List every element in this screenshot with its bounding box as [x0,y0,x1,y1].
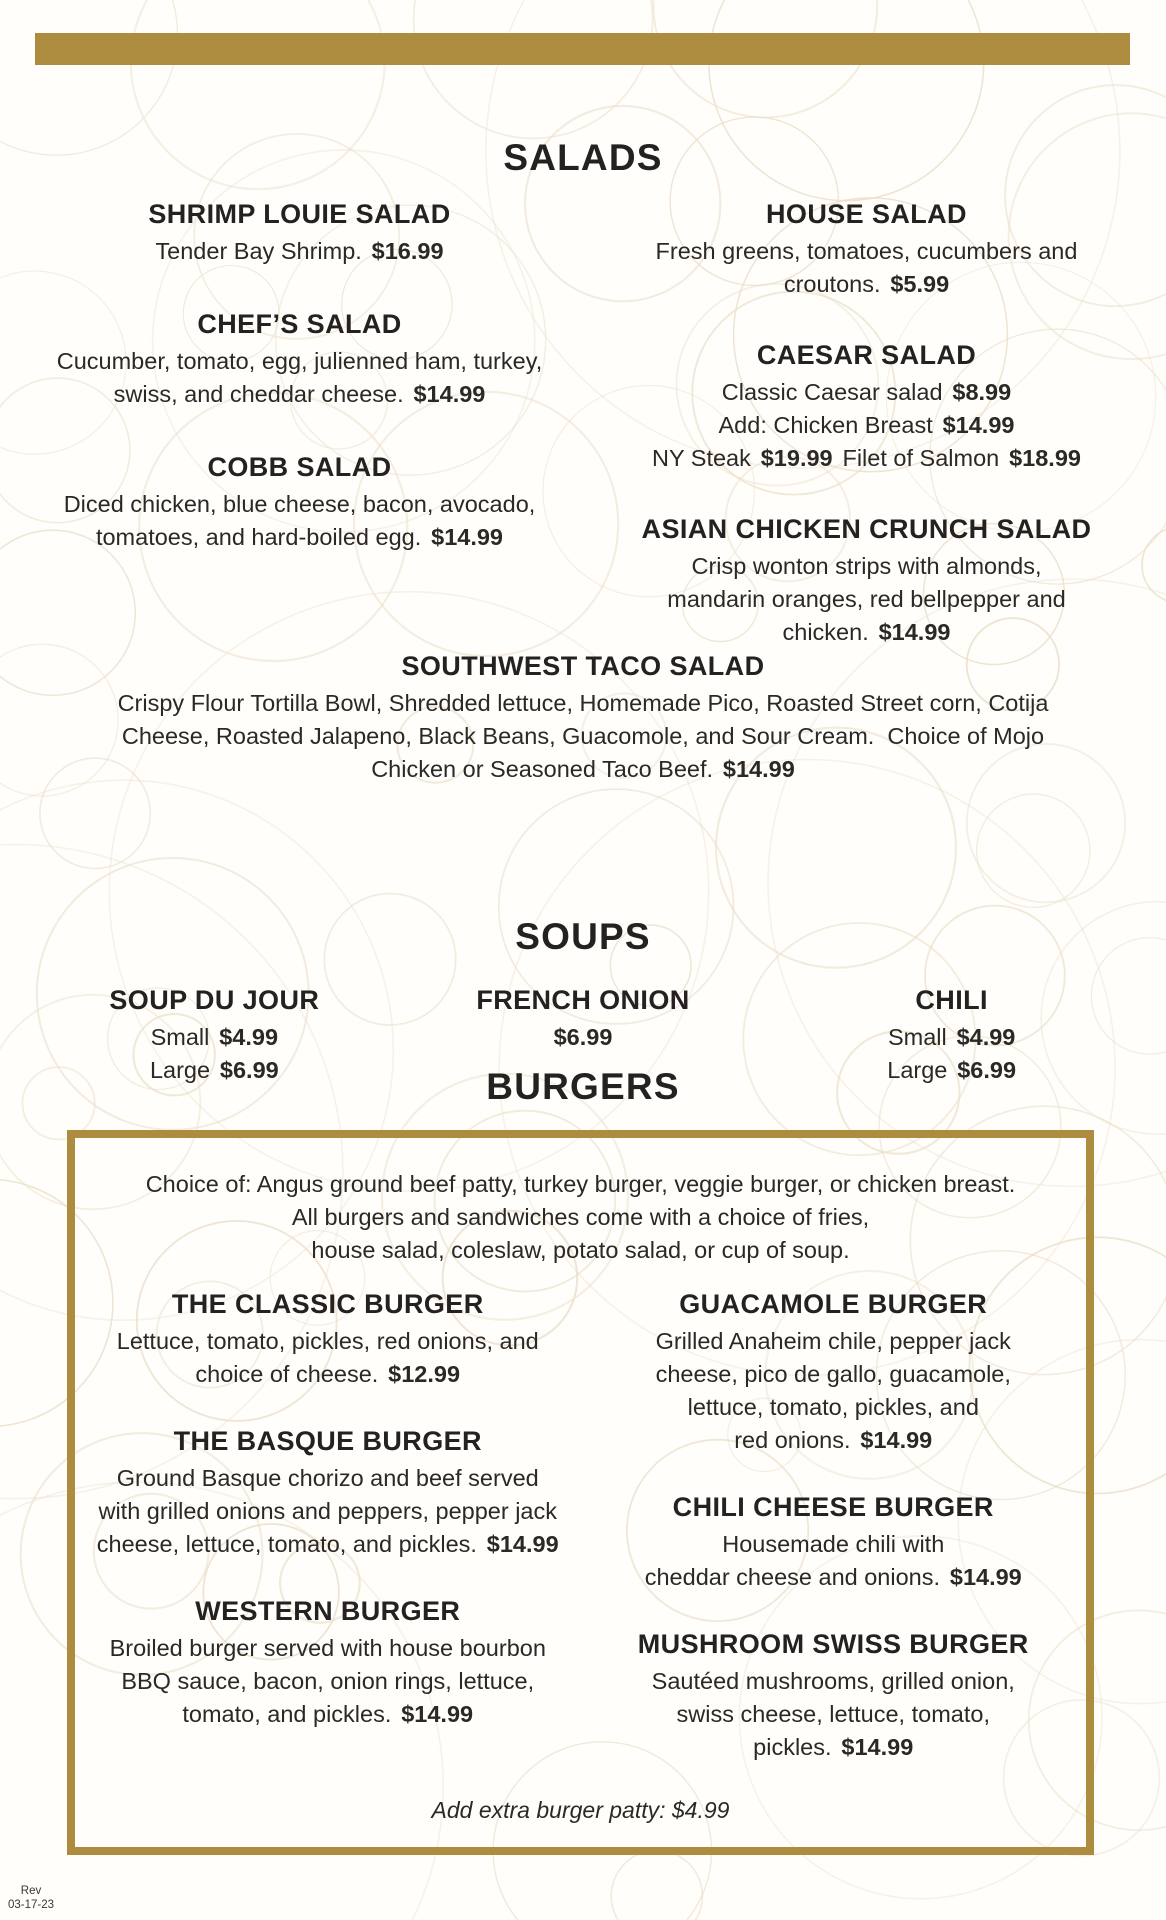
salads-right-column [583,198,1150,649]
item-prices: Small $4.99 Large $6.99 [149,1024,279,1083]
item-title: SHRIMP LOUIE SALAD [148,199,451,229]
item-description: Sautéed mushrooms, grilled onion, swiss cheese, lettuce, tomato, pickles. $14.99 [651,1668,1015,1760]
revision-label: Rev [20,1885,42,1897]
item-title: WESTERN BURGER [195,1596,461,1626]
item-description: Tender Bay Shrimp. $16.99 [155,238,444,264]
item-description: Broiled burger served with house bourbon BBQ sauce, bacon, onion rings, lettuce, tomato, and pickles. $14.99 [109,1635,546,1727]
soups-section-title: SOUPS [515,916,651,957]
revision-note [8,1884,54,1912]
menu-item-the-classic-burger [117,1288,539,1391]
item-title: GUACAMOLE BURGER [679,1289,988,1319]
item-description: Cucumber, tomato, egg, julienned ham, turkey, swiss, and cheddar cheese. $14.99 [56,348,543,407]
item-description: Fresh greens, tomatoes, cucumbers and croutons. $5.99 [655,238,1078,297]
menu-item-caesar-salad [652,339,1081,475]
salads-left-column [16,198,583,649]
burgers-right-column [581,1288,1087,1764]
menu-item-guacamole-burger [656,1288,1011,1457]
item-title: CHILI CHEESE BURGER [672,1492,994,1522]
item-description: Diced chicken, blue cheese, bacon, avocado, tomatoes, and hard-boiled egg. $14.99 [63,491,536,550]
item-title: CHILI [915,985,988,1015]
menu-item-shrimp-louie-salad [148,198,450,268]
item-prices: Small $4.99 Large $6.99 [887,1024,1017,1083]
menu-item-southwest-taco-salad [20,650,1146,786]
item-title: THE BASQUE BURGER [173,1426,482,1456]
menu-item-chefs-salad [57,308,543,411]
menu-item-the-basque-burger [97,1425,559,1561]
item-description: Lettuce, tomato, pickles, red onions, and choice of cheese. $12.99 [116,1328,539,1387]
item-description: Housemade chili with cheddar cheese and onions. $14.99 [644,1531,1022,1590]
menu-item-western-burger [110,1595,546,1731]
item-title: FRENCH ONION [476,985,690,1015]
item-prices: $6.99 [553,1024,613,1050]
burgers-left-column [75,1288,581,1764]
gold-top-bar [35,33,1130,65]
item-description: Ground Basque chorizo and beef served with grilled onions and peppers, pepper jack cheese, lettuce, tomato, and pickles. $14.99 [96,1465,559,1557]
menu-item-french-onion [399,984,768,1054]
menu-item-asian-chicken-crunch-salad [642,513,1092,649]
menu-item-chili-cheese-burger [645,1491,1022,1594]
salads-grid [16,198,1150,649]
menu-item-cobb-salad [64,451,536,554]
item-title: SOUTHWEST TACO SALAD [401,651,765,681]
item-title: THE CLASSIC BURGER [171,1289,484,1319]
menu-item-mushroom-swiss-burger [638,1628,1029,1764]
burgers-grid [75,1288,1086,1764]
menu-item-house-salad [656,198,1078,301]
item-description: Crispy Flour Tortilla Bowl, Shredded lettuce, Homemade Pico, Roasted Street corn, Cotija Cheese, Roasted Jalapeno, Black Beans, Guacomole, and Sour Cream. Choice of Mojo Chicken or Seasoned Taco Beef. $14.99 [117,690,1049,782]
item-description: Classic Caesar salad $8.99 Add: Chicken Breast $14.99 NY Steak $19.99 Filet of Salmon $18.99 [652,379,1081,471]
item-title: HOUSE SALAD [766,199,967,229]
burgers-section-title: BURGERS [486,1066,680,1107]
item-title: MUSHROOM SWISS BURGER [637,1629,1029,1659]
burgers-gold-border-box [67,1130,1094,1855]
revision-date: 03-17-23 [8,1899,55,1911]
item-title: ASIAN CHICKEN CRUNCH SALAD [641,514,1092,544]
item-title: CAESAR SALAD [756,340,977,370]
item-title: SOUP DU JOUR [109,985,320,1015]
item-title: CHEF’S SALAD [197,309,402,339]
item-description: Grilled Anaheim chile, pepper jack cheese, pico de gallo, guacamole, lettuce, tomato, pickles, and red onions. $14.99 [655,1328,1011,1453]
item-description: Crisp wonton strips with almonds, mandarin oranges, red bellpepper and chicken. $14.99 [667,553,1066,645]
burgers-intro-text: Choice of: Angus ground beef patty, turkey burger, veggie burger, or chicken breast. All burgers and sandwiches come with a choice of fries, house salad, coleslaw, potato salad, or cup of soup. [145,1171,1016,1263]
salads-section-title: SALADS [503,137,663,178]
item-title: COBB SALAD [207,452,392,482]
extra-patty-note: Add extra burger patty: $4.99 [431,1797,730,1823]
